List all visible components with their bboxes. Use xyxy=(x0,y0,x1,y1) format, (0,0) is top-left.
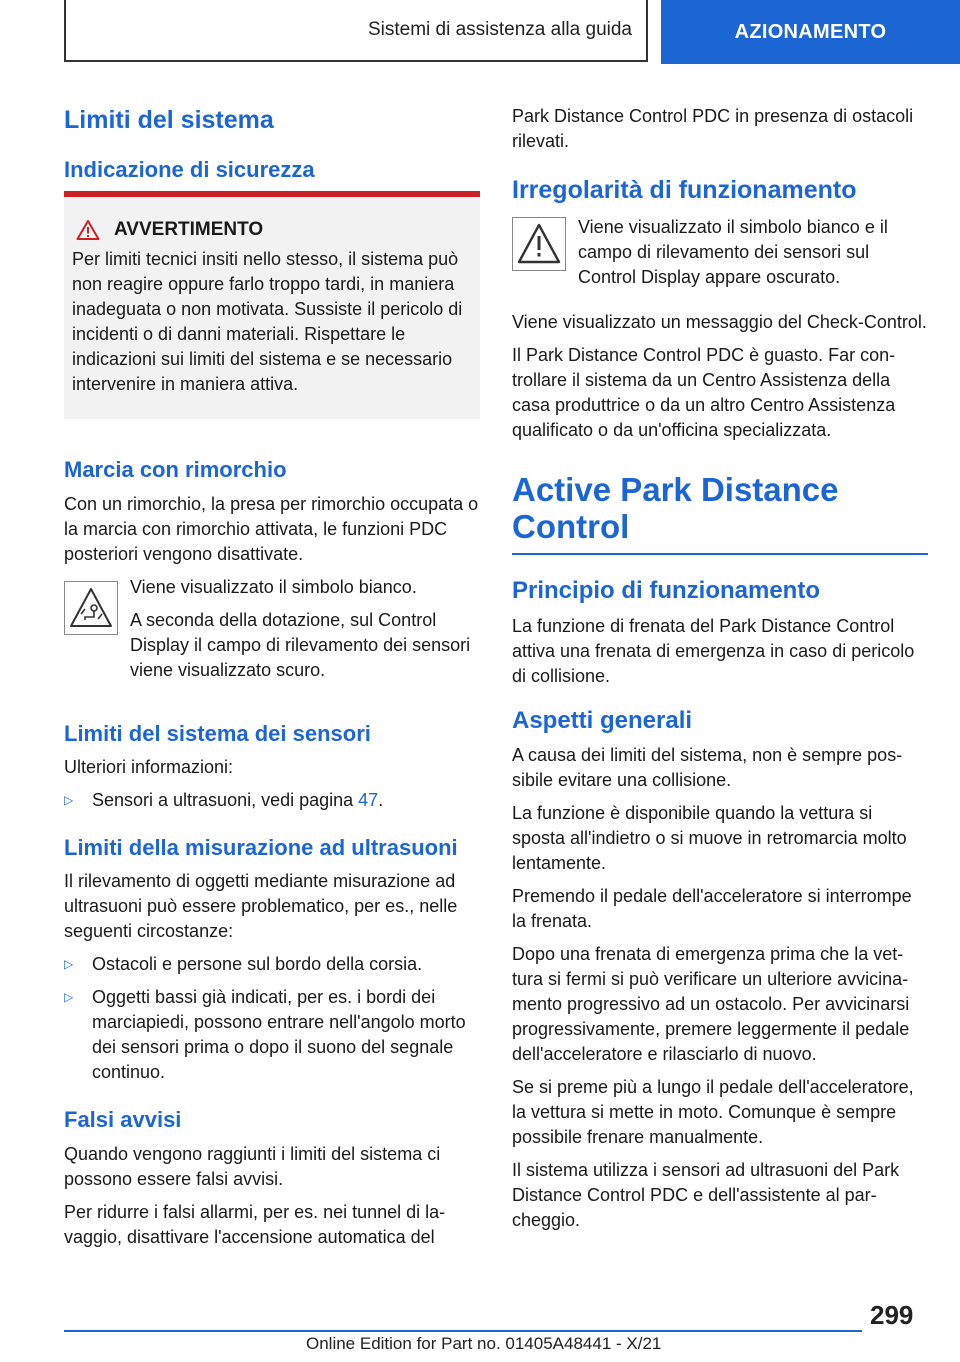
footer-divider xyxy=(64,1330,862,1332)
subheading-ultrasound: Limiti della misurazione ad ultrasuoni xyxy=(64,834,458,860)
section-heading-limits: Limiti del sistema xyxy=(64,106,274,134)
subheading-false-alarms: Falsi avvisi xyxy=(64,1107,182,1133)
general-paragraph: La funzione è disponibile quando la vettura si sposta all'indietro o si muove in retromarcia molto lentamente. xyxy=(512,803,907,874)
section-heading-malfunction: Irregolarità di funzionamento xyxy=(512,176,857,204)
page-header xyxy=(0,0,960,66)
list-item xyxy=(64,985,480,1085)
right-column xyxy=(512,96,928,1241)
general-paragraph: Se si preme più a lungo il pedale dell'acceleratore, la vettura si mette in moto. Comunque è sempre possibile frenare manualmente. xyxy=(512,1077,914,1148)
warning-title xyxy=(72,219,472,241)
chapter-heading-apdc: Active Park Distance Control xyxy=(512,470,839,545)
triangle-bullet-icon: ▷ xyxy=(64,957,74,972)
malfunction-icon-text: Viene visualizzato il simbolo bianco e il campo di rilevamento dei sensori sul Control Display appare oscurato. xyxy=(578,216,888,287)
subheading-trailer: Marcia con rimorchio xyxy=(64,457,287,483)
warning-label: AVVERTIMENTO xyxy=(114,219,264,241)
trailer-text: Con un rimorchio, la presa per rimorchio occupata o la marcia con rimorchio attivata, le funzioni PDC posteriori vengono disattivate. xyxy=(64,493,479,564)
general-paragraph: Dopo una frenata di emergenza prima che la vettura si fermi si può verificare un ulteriore avvicinamento progressivo ad un ostacolo. Per avvicinarsi progressivamente, premere leggermente il pedale dell'acceleratore e rilasciarlo di nuovo. xyxy=(512,944,910,1065)
subheading-general: Aspetti generali xyxy=(512,706,693,734)
triangle-bullet-icon: ▷ xyxy=(64,990,74,1005)
general-paragraph: A causa dei limiti del sistema, non è sempre possibile evitare una collisione. xyxy=(512,745,903,791)
heading-divider xyxy=(512,553,928,555)
general-paragraph: Premendo il pedale dell'acceleratore si interrompe la frenata. xyxy=(512,886,912,932)
false-alarms-text-2: Per ridurre i falsi allarmi, per es. nei tunnel di lavaggio, disattivare l'accensione automatica del xyxy=(64,1201,446,1247)
false-alarms-text-1: Quando vengono raggiunti i limiti del sistema ci possono essere falsi avvisi. xyxy=(64,1143,441,1189)
continuation-text: Park Distance Control PDC in presenza di ostacoli rilevati. xyxy=(512,106,914,151)
triangle-bullet-icon: ▷ xyxy=(64,792,74,807)
bullet-text: Oggetti bassi già indicati, per es. i bordi dei marciapiedi, possono entrare nell'angolo morto dei sensori prima o dopo il suono del segnale continuo. xyxy=(92,987,466,1083)
bullet-text: Sensori a ultrasuoni, vedi pagina xyxy=(92,789,359,810)
section-title: Sistemi di assistenza alla guida xyxy=(64,0,648,62)
malfunction-icon-row xyxy=(512,215,928,298)
sensors-text: Ulteriori informazioni: xyxy=(64,756,234,777)
ultrasound-text: Il rilevamento di oggetti mediante misurazione ad ultrasuoni può essere problematico, per es., nelle seguenti circostanze: xyxy=(64,871,458,942)
subheading-sensors: Limiti del sistema dei sensori xyxy=(64,720,371,746)
trailer-icon-text-2: A seconda della dotazione, sul Control Display il campo di rilevamento dei sensori viene visualizzato scuro. xyxy=(130,609,471,680)
malfunction-warning-icon xyxy=(512,217,566,271)
subheading-safety: Indicazione di sicurezza xyxy=(64,156,315,182)
trailer-icon-text-1: Viene visualizzato il simbolo bianco. xyxy=(130,576,417,597)
malfunction-text-2: Il Park Distance Control PDC è guasto. Far controllare il sistema da un Centro Assistenza della casa produttrice o da un altro Centro Assistenza qualificato o da un'officina specializzata. xyxy=(512,344,896,440)
malfunction-text-1: Viene visualizzato un messaggio del Check-Control. xyxy=(512,311,927,332)
warning-box xyxy=(64,191,480,419)
page-link[interactable]: 47 xyxy=(358,789,379,810)
subheading-principle: Principio di funzionamento xyxy=(512,576,820,604)
principle-text: La funzione di frenata del Park Distance Control attiva una frenata di emergenza in caso di pericolo di collisione. xyxy=(512,615,915,686)
general-paragraph: Il sistema utilizza i sensori ad ultrasuoni del Park Distance Control PDC e dell'assistente al parcheggio. xyxy=(512,1160,900,1231)
page-number: 299 xyxy=(870,1300,914,1330)
list-item xyxy=(64,952,480,977)
footer-edition: Online Edition for Part no. 01405A48441 - X/21 xyxy=(306,1334,662,1353)
chapter-tab: AZIONAMENTO xyxy=(661,0,960,64)
list-item: ▷ Sensori a ultrasuoni, vedi pagina 47. xyxy=(64,788,480,813)
warning-text: Per limiti tecnici insiti nello stesso, il sistema può non reagire oppure farlo troppo tardi, in maniera inadeguata o non motivata. Sussiste il pericolo di incidenti o di danni materiali. Rispettare le indicazioni sui limiti del sistema e se necessario intervenire in maniera attiva. xyxy=(72,249,463,395)
warning-triangle-icon xyxy=(76,219,100,241)
left-column xyxy=(64,96,480,1258)
bullet-text: Ostacoli e persone sul bordo della corsia. xyxy=(92,954,423,975)
trailer-icon-row xyxy=(64,575,480,691)
